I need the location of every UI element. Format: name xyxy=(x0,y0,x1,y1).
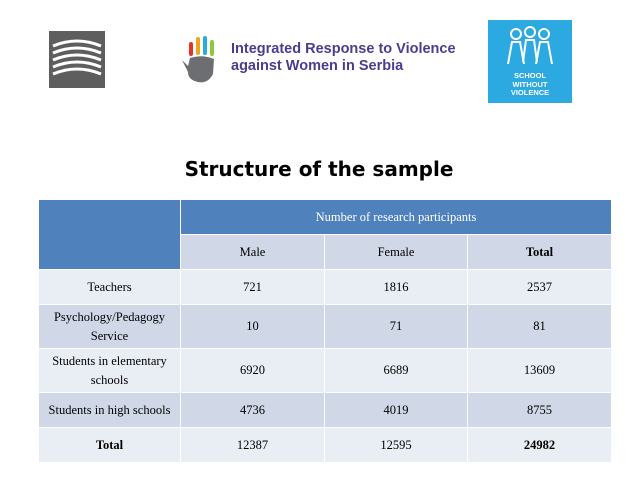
column-header-male: Male xyxy=(181,235,325,270)
campaign-logo-line1: Integrated Response to Violence xyxy=(231,41,456,57)
cell-male: 721 xyxy=(181,270,325,305)
cell-female: 12595 xyxy=(325,428,468,463)
table-row xyxy=(39,349,612,393)
row-label: Students in elementary schools xyxy=(39,349,181,393)
table-row-total xyxy=(39,428,612,463)
cell-total: 81 xyxy=(468,305,612,349)
cell-total: 2537 xyxy=(468,270,612,305)
group-header: Number of research participants xyxy=(181,200,612,235)
row-label: Psychology/Pedagogy Service xyxy=(39,305,181,349)
children-figures-logo xyxy=(488,20,572,72)
sample-table xyxy=(38,199,612,463)
campaign-logo-line2: against Women in Serbia xyxy=(231,58,404,74)
cell-male: 12387 xyxy=(181,428,325,463)
row-label: Teachers xyxy=(39,270,181,305)
logo-text-violence: VIOLENCE xyxy=(510,88,550,97)
school-without-violence-logo xyxy=(488,20,572,103)
logo-text-school: SCHOOL xyxy=(513,71,547,80)
table-row xyxy=(39,305,612,349)
cell-male: 10 xyxy=(181,305,325,349)
cell-total: 8755 xyxy=(468,393,612,428)
cell-female: 1816 xyxy=(325,270,468,305)
cell-female: 4019 xyxy=(325,393,468,428)
table-row xyxy=(39,393,612,428)
row-label: Total xyxy=(39,428,181,463)
logo-text-without: WITHOUT xyxy=(512,79,548,89)
page-title: Structure of the sample xyxy=(184,157,454,181)
cell-male: 6920 xyxy=(181,349,325,393)
table-row xyxy=(39,270,612,305)
wave-stripes-logo xyxy=(49,31,105,88)
row-label: Students in high schools xyxy=(39,393,181,428)
table-corner-cell xyxy=(39,200,181,270)
column-header-female: Female xyxy=(325,235,468,270)
painted-hand-logo xyxy=(176,32,228,92)
cell-male: 4736 xyxy=(181,393,325,428)
cell-female: 71 xyxy=(325,305,468,349)
campaign-logo xyxy=(176,32,476,92)
cell-total: 13609 xyxy=(468,349,612,393)
cell-female: 6689 xyxy=(325,349,468,393)
cell-total: 24982 xyxy=(468,428,612,463)
column-header-total: Total xyxy=(468,235,612,270)
